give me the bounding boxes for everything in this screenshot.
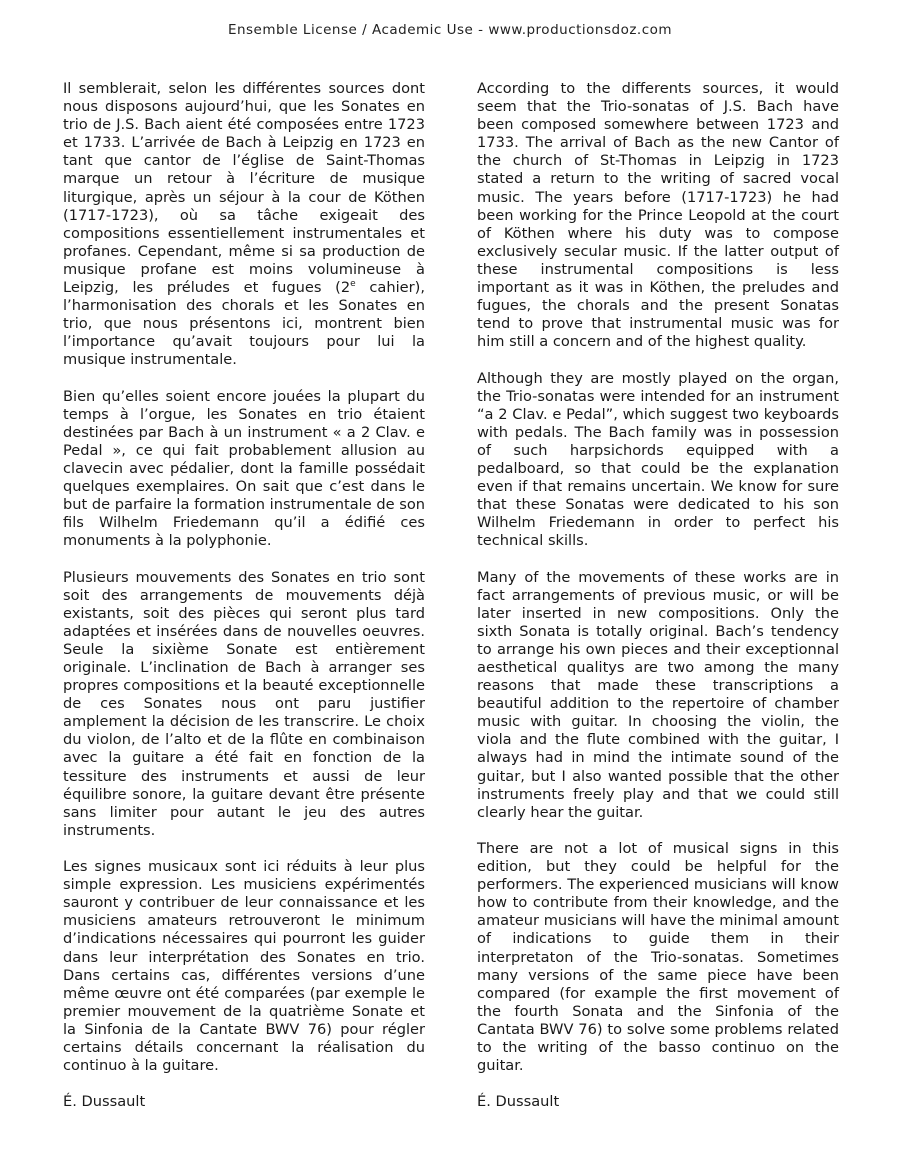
french-paragraph-1 — [63, 80, 425, 370]
english-paragraph-3: Many of the movements of these works are in fact arrangements of previous music, or will be later inserted in new compositions. Only the sixth Sonata is totally original. Bach’s tendency to arrange his own pieces and their exceptionnal aesthetical qualitys are two among the many reasons that made these transcriptions a beautiful addition to the repertoire of chamber music with guitar. In choosing the violin, the viola and the flute combined with the guitar, I always had in mind the intimate sound of the guitar, but I also wanted possible that the other instruments freely play and that we could still clearly hear the guitar. — [477, 568, 839, 821]
french-column — [63, 80, 425, 1129]
french-paragraph-2: Bien qu’elles soient encore jouées la plupart du temps à l’orgue, les Sonates en trio étaient destinées par Bach à un instrument « a 2 Clav. e Pedal », ce qui fait probablement allusion au clavecin avec pédalier, dont la famille possédait quelques exemplaires. On sait que c’est dans le but de parfaire la formation instrumentale de son fils Wilhelm Friedemann qu’il a édifié ces monuments à la polyphonie. — [63, 387, 425, 550]
license-header: Ensemble License / Academic Use - www.productionsdoz.com — [227, 22, 673, 38]
english-paragraph-1: According to the differents sources, it would seem that the Trio-sonatas of J.S. Bach have been composed somewhere between 1723 and 1733. The arrival of Bach as the new Cantor of the church of St-Thomas in Leipzig in 1723 stated a return to the writing of sacred vocal music. The years before (1717-1723) he had been working for the Prince Leopold at the court of Köthen where his duty was to compose exclusively secular music. If the latter output of these instrumental compositions is less important as it was in Köthen, the preludes and fugues, the chorals and the present Sonatas tend to prove that instrumental music was for him still a concern and of the highest quality. — [477, 80, 839, 351]
english-paragraph-4: There are not a lot of musical signs in this edition, but they could be helpful for the performers. The experienced musicians will know how to contribute from their knowledge, and the amateur musicians will have the minimal amount of indications to guide them in their interpretaton of the Trio-sonatas. Sometimes many versions of the same piece have been compared (for example the first movement of the fourth Sonata and the Sinfonia of the Cantata BWV 76) to solve some problems related to the writing of the basso continuo on the guitar. — [477, 839, 839, 1075]
french-paragraph-3: Plusieurs mouvements des Sonates en trio sont soit des arrangements de mouvements déjà existants, soit des pièces qui seront plus tard adaptées et insérées dans de nouvelles oeuvres. Seule la sixième Sonate est entièrement originale. L’inclination de Bach à arranger ses propres compositions et la beauté exceptionnelle de ces Sonates nous ont paru justifier amplement la décision de les transcrire. Le choix du violon, de l’alto et de la flûte en combinaison avec la guitare a été fait en fonction de la tessiture des instruments et aussi de leur équilibre sonore, la guitare devant être présente sans limiter pour autant le jeu des autres instruments. — [63, 568, 425, 839]
french-paragraph-4: Les signes musicaux sont ici réduits à leur plus simple expression. Les musiciens expérimentés sauront y contribuer de leur connaissance et les musiciens amateurs retrouveront le minimum d’indications nécessaires qui pourront les guider dans leur interprétation des Sonates en trio. Dans certains cas, différentes versions d’une même œuvre ont été comparées (par exemple le premier mouvement de la quatrième Sonate et la Sinfonia de la Cantate BWV 76) pour régler certains détails concernant la réalisation du continuo à la guitare. — [63, 858, 425, 1075]
french-p1-superscript: e — [350, 279, 356, 290]
french-p1-text-a: Il semblerait, selon les différentes sources dont nous disposons aujourd’hui, que les Sonates en trio de J.S. Bach aient été composées entre 1723 et 1733. L’arrivée de Bach à Leipzig en 1723 en tant que cantor de l’église de Saint-Thomas marque un retour à l’écriture de musique liturgique, après un séjour à la cour de Köthen (1717-1723), où sa tâche exigeait des compositions essentiellement instrumentales et profanes. Cependant, même si sa production de musique profane est moins volumineuse à Leipzig, les préludes et fugues (2 — [63, 80, 425, 297]
french-signature: É. Dussault — [63, 1093, 146, 1111]
english-signature: É. Dussault — [477, 1093, 560, 1111]
english-column — [477, 80, 839, 1129]
english-paragraph-2: Although they are mostly played on the organ, the Trio-sonatas were intended for an instrument “a 2 Clav. e Pedal”, which suggest two keyboards with pedals. The Bach family was in possession of such harpsichords equipped with a pedalboard, so that could be the explanation even if that remains uncertain. We know for sure that these Sonatas were dedicated to his son Wilhelm Friedemann in order to perfect his technical skills. — [477, 369, 839, 550]
french-p1-text-b: cahier), l’harmonisation des chorals et les Sonates en trio, que nous présentons ici, montrent bien l’importance qu’avait toujours pour lui la musique instrumentale. — [63, 279, 425, 369]
